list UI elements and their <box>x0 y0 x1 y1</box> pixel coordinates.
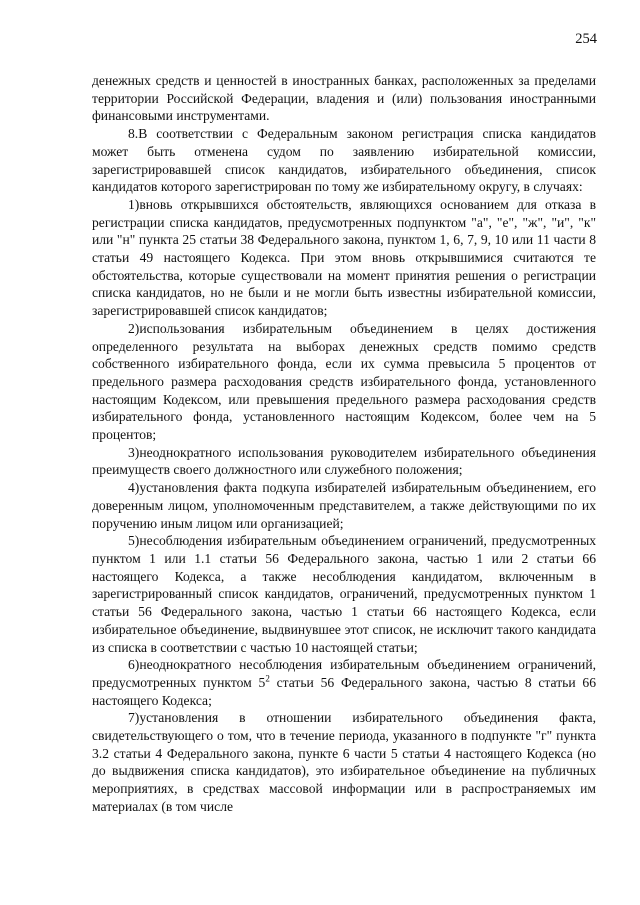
paragraph-item-5: 5)несоблюдения избирательным объединением ограничений, предусмотренных пунктом 1 или 1.1 статьи 56 Федерального закона, частью 1 или 2 статьи 66 настоящего Кодекса, а также несоблюдения кандидатом, включенным в зарегистрированный список кандидатов, ограничений, предусмотренных пунктом 1 статьи 56 Федерального закона, частью 1 статьи 66 настоящего Кодекса, если избирательное объединение, выдвинувшее этот список, не исключит такого кандидата из списка в соответствии с частью 10 настоящей статьи; <box>92 533 596 655</box>
paragraph-item-1: 1)вновь открывшихся обстоятельств, являющихся основанием для отказа в регистрации списка кандидатов, предусмотренных подпунктом "а", "е", "ж", "и", "к" или "н" пункта 25 статьи 38 Федерального закона, пунктом 1, 6, 7, 9, 10 или 11 части 8 статьи 49 настоящего Кодекса. При этом вновь открывшимися считаются те обстоятельства, которые существовали на момент принятия решения о регистрации списка кандидатов, но не были и не могли быть известны избирательной комиссии, зарегистрировавшей список кандидатов; <box>92 196 596 319</box>
paragraph-item-2: 2)использования избирательным объединением в целях достижения определенного результата на выборах денежных средств помимо средств собственного избирательного фонда, если их сумма превысила 5 процентов от предельного размера расходования средств избирательного фонда, установленного настоящим Кодексом, или превышения предельного размера расходования средств избирательного фонда, установленного настоящим Кодексом, более чем на 5 процентов; <box>92 320 596 443</box>
paragraph-clause-8: 8.В соответствии с Федеральным законом регистрация списка кандидатов может быть отменена судом по заявлению избирательной комиссии, зарегистрировавшей список кандидатов, избирательного объединения, список кандидатов которого зарегистрирован по тому же избирательному округу, в случаях: <box>92 126 596 195</box>
paragraph-item-4: 4)установления факта подкупа избирателей избирательным объединением, его доверенным лицом, уполномоченным представителем, а также действующими по их поручению иным лицом или организацией; <box>92 480 596 531</box>
paragraph-item-6 <box>92 656 596 709</box>
paragraph-item-3: 3)неоднократного использования руководителем избирательного объединения преимуществ своего должностного или служебного положения; <box>92 444 596 478</box>
paragraph-item-6-superscript: 2 <box>265 673 270 684</box>
paragraph-continuation: денежных средств и ценностей в иностранных банках, расположенных за пределами территории Российской Федерации, владения и (или) пользования иностранными финансовыми инструментами. <box>92 73 596 124</box>
paragraph-item-7: 7)установления в отношении избирательного объединения факта, свидетельствующего о том, что в течение периода, указанного в подпункте "г" пункта 3.2 статьи 4 Федерального закона, пункте 6 части 5 статьи 4 настоящего Кодекса (но до выдвижения списка кандидатов), это избирательное объединение на публичных мероприятиях, в средствах массовой информации или в распространяемых им материалах (в том числе <box>92 710 596 814</box>
page-number: 254 <box>575 31 597 47</box>
paragraph-item-6-text-after: статьи 56 Федерального закона, частью 8 статьи 66 настоящего Кодекса; <box>92 674 596 708</box>
paragraph-item-6-text-before: 6)неоднократного несоблюдения избирательным объединением ограничений, предусмотренных пунктом 5 <box>92 657 596 690</box>
document-body <box>92 72 596 816</box>
